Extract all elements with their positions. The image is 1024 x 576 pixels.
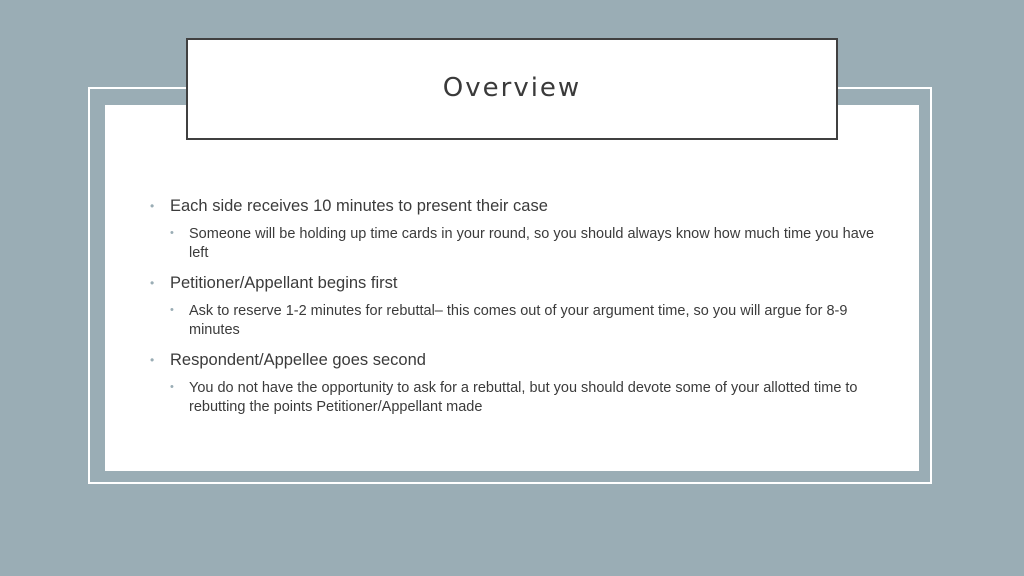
- slide-title: Overview: [442, 73, 582, 103]
- bullet-dot-icon: •: [150, 276, 155, 290]
- sub-bullet-text: Ask to reserve 1-2 minutes for rebuttal– this comes out of your argument time, so you will argue for 8-9 minutes: [189, 303, 848, 338]
- sub-bullet-item: [150, 302, 880, 340]
- bullet-item: [150, 195, 880, 217]
- sub-bullet-item: [150, 225, 880, 263]
- bullet-dot-icon: •: [170, 227, 174, 239]
- sub-bullet-item: [150, 379, 880, 417]
- bullet-list: [150, 195, 880, 426]
- sub-bullet-text: Someone will be holding up time cards in your round, so you should always know how much time you have left: [189, 226, 875, 261]
- bullet-item: [150, 349, 880, 371]
- bullet-text: Each side receives 10 minutes to present their case: [170, 197, 548, 215]
- bullet-text: Respondent/Appellee goes second: [170, 351, 426, 369]
- bullet-dot-icon: •: [170, 381, 174, 393]
- bullet-item: [150, 272, 880, 294]
- sub-bullet-text: You do not have the opportunity to ask for a rebuttal, but you should devote some of your allotted time to rebutting the points Petitioner/Appellant made: [189, 380, 858, 415]
- bullet-dot-icon: •: [170, 304, 174, 316]
- bullet-dot-icon: •: [150, 353, 155, 367]
- bullet-text: Petitioner/Appellant begins first: [170, 274, 398, 292]
- bullet-dot-icon: •: [150, 199, 155, 213]
- title-box: [186, 38, 838, 140]
